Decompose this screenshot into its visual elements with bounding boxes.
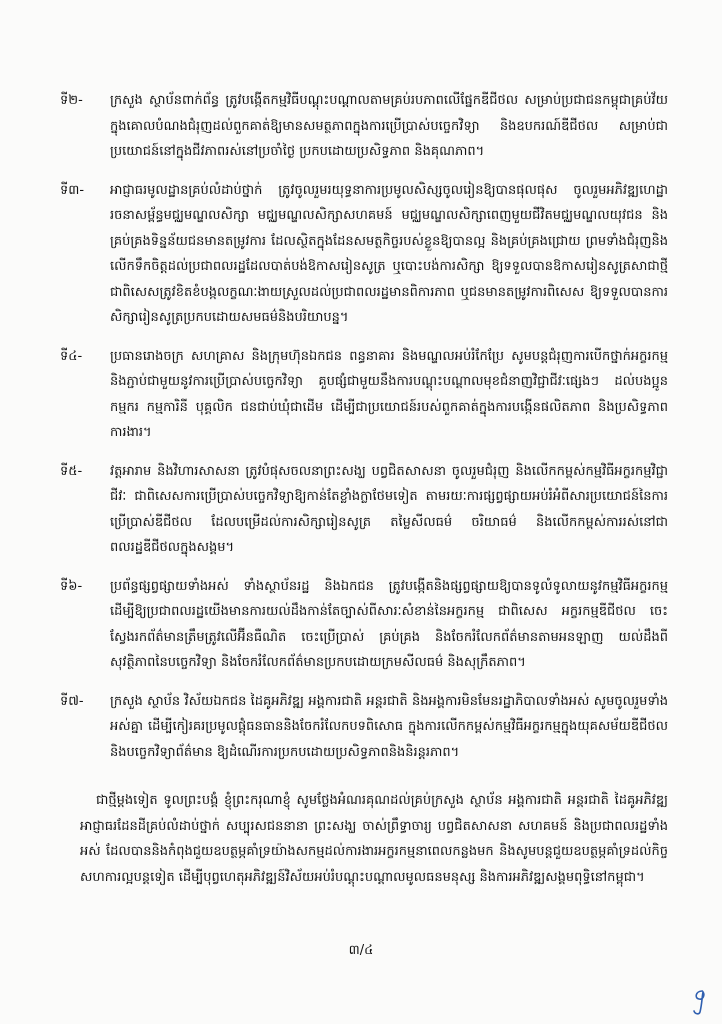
list-item [60,574,668,676]
item-text: ប្រព័ន្ធផ្សព្វផ្សាយទាំងអស់ ទាំងស្ថាប័នរដ្ឋ និងឯកជន ត្រូវបង្កើតនិងផ្សព្វផ្សាយឱ្យបានទូលំទូលាយនូវកម្មវិធីអក្ខរកម្ម ដើម្បីឱ្យប្រជាពលរដ្ឋយើងមានការយល់ដឹងកាន់តែច្បាស់ពីសារៈសំខាន់នៃអក្ខរកម្ម ជាពិសេស អក្ខរកម្មឌីជីថល ចេះស្វែងរកព័ត៌មានត្រឹមត្រូវលើអ៊ីនធឺណិត ចេះប្រើប្រាស់ គ្រប់គ្រង និងចែករំលែកព័ត៌មានតាមអនឡាញ យល់ដឹងពីសុវត្ថិភាពនៃបច្ចេកវិទ្យា និងចែករំលែកព័ត៌មានប្រកបដោយក្រមសីលធម៌ និងសុក្រឹតភាព។ [110,578,668,670]
item-text: អាជ្ញាធរមូលដ្ឋានគ្រប់លំដាប់ថ្នាក់ ត្រូវចូលរួមរយុទ្ធនាការប្រមូលសិស្សចូលរៀនឱ្យបានផុលផុស ចូលរួមអភិវឌ្ឍហេដ្ឋារចនាសម្ព័ន្ធមជ្ឈមណ្ឌលសិក្សា មជ្ឈមណ្ឌលសិក្សាសហគមន៍ មជ្ឈមណ្ឌលសិក្សាពេញមួយជីវិតមជ្ឈមណ្ឌលយុវជន និងគ្រប់គ្រងទិន្នន័យជនមានតម្រូវការ ដែលស្ថិតក្នុងដែនសមត្ថកិច្ចរបស់ខ្លួនឱ្យបានល្អ និងគ្រប់គ្រងជ្រោយ ព្រមទាំងជំរុញនិងលើកទឹកចិត្តដល់ប្រជាពលរដ្ឋដែលបាត់បង់ឱកាសរៀនសូត្រ ឬបោះបង់ការសិក្សា ឱ្យទទួលបានឱកាសរៀនសូត្រសាជាថ្មី ជាពិសេសត្រូវខិតខំបង្កលក្ខណៈងាយស្រួលដល់ប្រជាពលរដ្ឋមានពិការភាព ឬជនមានតម្រូវការពិសេស ឱ្យទទួលបានការសិក្សារៀនសូត្រប្រកបដោយសមធម៌និងបរិយាបន្ន។ [110,182,668,325]
item-text: ក្រសួង ស្ថាប័ន វិស័យឯកជន ដៃគូអភិវឌ្ឍ អង្គការជាតិ អន្តរជាតិ និងអង្គការមិនមែនរដ្ឋាភិបាលទាំងអស់ សូមចូលរួមទាំងអស់គ្នា ដើម្បីកៀរគរប្រមូលផ្តុំធនធាននិងចែករំលែកបទពិសោធ ក្នុងការលើកកម្ពស់កម្មវិធីអក្ខរកម្មក្នុងយុគសម័យឌីជីថលនិងបច្ចេកវិទ្យាព័ត៌មាន ឱ្យដំណើរការប្រកបដោយប្រសិទ្ធភាពនិងនិរន្តរភាព។ [110,693,668,760]
item-number: ទី៣- [60,182,85,198]
item-number: ទី៦- [60,578,83,594]
list-item [60,459,668,561]
item-number: ទី២- [60,93,83,108]
list-item [60,344,668,446]
list-item [60,689,668,766]
item-text: ក្រសួង ស្ថាប័នពាក់ព័ន្ធ ត្រូវបង្កើតកម្មវិធីបណ្តុះបណ្តាលតាមគ្រប់របភាពលើផ្នែកឌីជីថល សម្រាប់ប្រជាជនកម្ពុជាគ្រប់វ័យ ក្នុងគោលបំណងជំរុញដល់ពួកគាត់ឱ្យមានសមត្ថភាពក្នុងការប្រើប្រាស់បច្ចេកវិទ្យា និងឧបករណ៍ឌីជីថល សម្រាប់ជាប្រយោជន៍នៅក្នុងជីវភាពរស់នៅប្រចាំថ្ងៃ ប្រកបដោយប្រសិទ្ធភាព និងគុណភាព។ [110,93,668,159]
item-number: ទី៤- [60,348,83,364]
numbered-list [60,88,668,778]
handwritten-initial-icon [690,988,710,1016]
closing-paragraph [80,788,668,890]
list-item [60,88,668,165]
page-number: ៣/៤ [348,943,374,958]
item-number: ទី៥- [60,463,83,479]
item-text: ប្រធានរោងចក្រ សហគ្រាស និងក្រុមហ៊ុនឯកជន ពន្ធនាគារ និងមណ្ឌលអប់រំកែប្រែ សូមបន្តជំរុញការបើកថ្នាក់អក្ខរកម្ម និងភ្ជាប់ជាមួយនូវការប្រើប្រាស់បច្ចេកវិទ្យា គួបផ្សំជាមួយនឹងការបណ្តុះបណ្តាលមុខជំនាញវិជ្ជាជីវៈផ្សេងៗ ដល់បងប្អូនកម្មករ កម្មការិនី បុគ្គលិក ជនជាប់ឃុំជាដើម ដើម្បីជាប្រយោជន៍របស់ពួកគាត់ក្នុងការបង្កើនផលិតភាព និងប្រសិទ្ធភាពការងារ។ [110,348,668,440]
list-item [60,178,668,331]
closing-text: ជាថ្មីម្តងទៀត ទូលព្រះបង្គំ ខ្ញុំព្រះករុណាខ្ញុំ សូមថ្លែងអំណរគុណដល់គ្រប់ក្រសួង ស្ថាប័ន អង្គការជាតិ អន្តរជាតិ ដៃគូអភិវឌ្ឍ អាជ្ញាធរដែនដីគ្រប់លំដាប់ថ្នាក់ សប្បុរសជននានា ព្រះសង្ឃ ចាស់ព្រឹទ្ធាចារ្យ បព្វជិតសាសនា សហគមន៍ និងប្រជាពលរដ្ឋទាំងអស់ ដែលបាននិងកំពុងជួយឧបត្ថម្ភគាំទ្រយ៉ាងសកម្មដល់ការងារអក្ខរកម្មនាពេលកន្លងមក និងសូមបន្តជួយឧបត្ថម្ភគាំទ្រដល់កិច្ចសហការល្អបន្តទៀត ដើម្បីបុព្វហេតុអភិវឌ្ឍន៍វិស័យអប់រំបណ្តុះបណ្តាលមូលធនមនុស្ស និងការអភិវឌ្ឍសង្គមពុទ្ធិនៅកម្ពុជា។ [80,793,668,885]
item-text: វត្តអារាម និងវិហារសាសនា ត្រូវបំផុសចលនាព្រះសង្ឃ បព្វជិតសាសនា ចូលរួមជំរុញ និងលើកកម្ពស់កម្មវិធីអក្ខរកម្មវិជ្ជាជីវៈ ជាពិសេសការប្រើប្រាស់បច្ចេកវិទ្យាឱ្យកាន់តែខ្លាំងក្លាថែមទៀត តាមរយៈការផ្សព្វផ្សាយអប់រំអំពីសារប្រយោជន៍នៃការប្រើប្រាស់ឌីជីថល ដែលបម្រើដល់ការសិក្សារៀនសូត្រ តម្លៃសីលធម៌ ចរិយាធម៌ និងលើកកម្ពស់ការរស់នៅជាពលរដ្ឋឌីជីថលក្នុងសង្គម។ [110,463,668,555]
item-number: ទី៧- [60,693,84,709]
